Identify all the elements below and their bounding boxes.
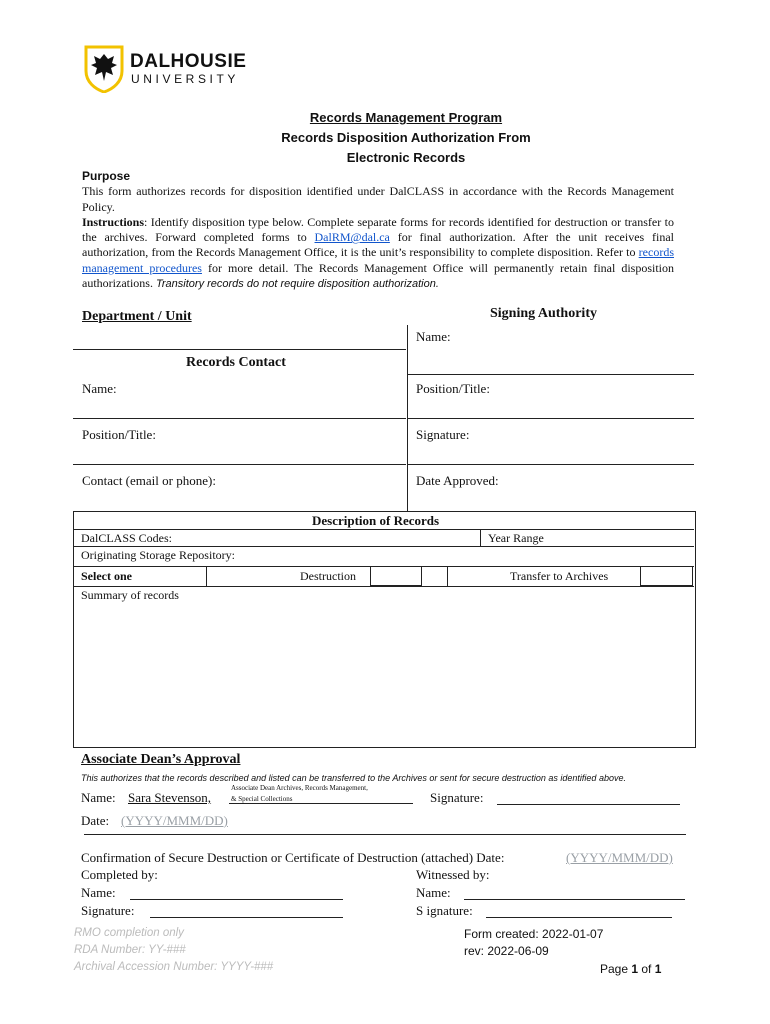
divider [73,349,406,350]
revision-date: rev: 2022-06-09 [464,944,549,958]
dean-signature-label: Signature: [430,790,484,805]
instructions-label: Instructions [82,214,145,229]
signing-signature-label[interactable]: Signature: [416,427,470,442]
purpose-text: This form authorizes records for disposition identified under DalCLASS in accordance with the Records Management Policy. [82,184,674,214]
witnessed-name-line[interactable] [464,899,685,900]
rmo-completion-note: RMO completion only [74,927,184,939]
description-heading: Description of Records [312,513,440,528]
dean-date-field[interactable]: (YYYY/MMM/DD) [121,813,228,828]
procedures-link[interactable]: records management procedures [82,245,674,275]
confirmation-date-field[interactable]: (YYYY/MMM/DD) [566,850,673,865]
contact-name-label[interactable]: Name: [82,381,117,396]
transfer-label: Transfer to Archives [510,569,609,583]
transfer-checkbox[interactable] [640,566,693,586]
divider [74,586,694,587]
instructions-part-1: : Identify disposition type below. Complete separate forms for records identified for destruction or transfer to the archives. Forward completed forms to [82,214,674,245]
divider [480,529,481,546]
title-line-3: Electronic Records [346,150,466,165]
repository-label[interactable]: Originating Storage Repository: [81,548,235,562]
divider [74,529,694,530]
divider [408,418,694,419]
contact-info-label[interactable]: Contact (email or phone): [82,473,216,488]
completed-name-label: Name: [81,885,116,900]
archival-accession-note: Archival Accession Number: YYYY-### [74,961,274,973]
dean-title-line-1: Associate Dean Archives, Records Management, [231,784,368,792]
dean-name-value: Sara Stevenson, [128,790,212,805]
shield-crest-icon [84,45,124,93]
witnessed-signature-line[interactable] [486,917,672,918]
records-contact-heading: Records Contact [186,355,286,370]
signing-date-label[interactable]: Date Approved: [416,473,499,488]
page-current: 1 [631,962,639,976]
witnessed-signature-label: S ignature: [416,903,473,918]
divider [73,464,406,465]
completed-name-line[interactable] [130,899,343,900]
witnessed-name-label: Name: [416,885,451,900]
contact-position-label[interactable]: Position/Title: [82,427,156,442]
dalclass-codes-label[interactable]: DalCLASS Codes: [81,531,173,545]
signing-position-label[interactable]: Position/Title: [416,381,490,396]
completed-signature-line[interactable] [150,917,343,918]
divider [408,464,694,465]
title-line-1: Records Management Program [309,110,503,125]
approval-note: This authorizes that the records described and listed can be transferred to the Archives or sent for secure destruction as identified above. [81,773,626,783]
instructions-text [82,215,674,292]
transitory-note: Transitory records do not require disposition authorization. [155,278,439,291]
destruction-label: Destruction [300,569,356,583]
logo-name: DALHOUSIE [130,51,247,72]
divider [84,834,686,835]
signing-name-label[interactable]: Name: [416,329,451,344]
dean-title-line-2: & Special Collections [231,795,293,803]
dean-date-label: Date: [81,813,110,828]
instructions-part-2: for final authorization. After the unit receives final authorization, from the Records Management Office, it is the unit’s responsibility to complete disposition. Refer to [82,230,674,260]
signing-authority-heading: Signing Authority [490,306,597,321]
dean-name-label: Name: [81,790,116,805]
page-prefix: Page [600,962,632,976]
email-link[interactable]: DalRM@dal.ca [314,230,390,245]
instructions-part-3: for more detail. The Records Management Office will permanently retain final disposition authorizations. [82,260,675,291]
summary-label[interactable]: Summary of records [81,588,179,602]
approval-heading: Associate Dean’s Approval [81,752,241,767]
divider [74,546,694,547]
logo-sub: UNIVERSITY [131,72,240,86]
title-line-2: Records Disposition Authorization From [281,130,531,145]
form-created-date: Form created: 2022-01-07 [464,927,604,941]
page-number [600,962,661,976]
dean-name-underline [229,803,413,804]
page-total: 1 [654,962,662,976]
page-of: of [638,962,655,976]
year-range-label[interactable]: Year Range [488,531,544,545]
divider [447,566,448,586]
purpose-section [82,169,674,292]
form-title [0,108,770,168]
dean-signature-line[interactable] [497,804,680,805]
completed-signature-label: Signature: [81,903,135,918]
dept-unit-heading: Department / Unit [82,309,192,324]
purpose-heading: Purpose [82,169,131,183]
divider [408,374,694,375]
divider [206,566,207,586]
divider [73,418,406,419]
completed-by-label: Completed by: [81,867,158,882]
rda-number-note: RDA Number: YY-### [74,944,186,956]
destruction-checkbox[interactable] [370,566,422,586]
university-logo [84,45,249,95]
witnessed-by-label: Witnessed by: [416,867,490,882]
select-one-label: Select one [81,569,132,583]
confirmation-text: Confirmation of Secure Destruction or Certificate of Destruction (attached) Date: [81,850,505,865]
